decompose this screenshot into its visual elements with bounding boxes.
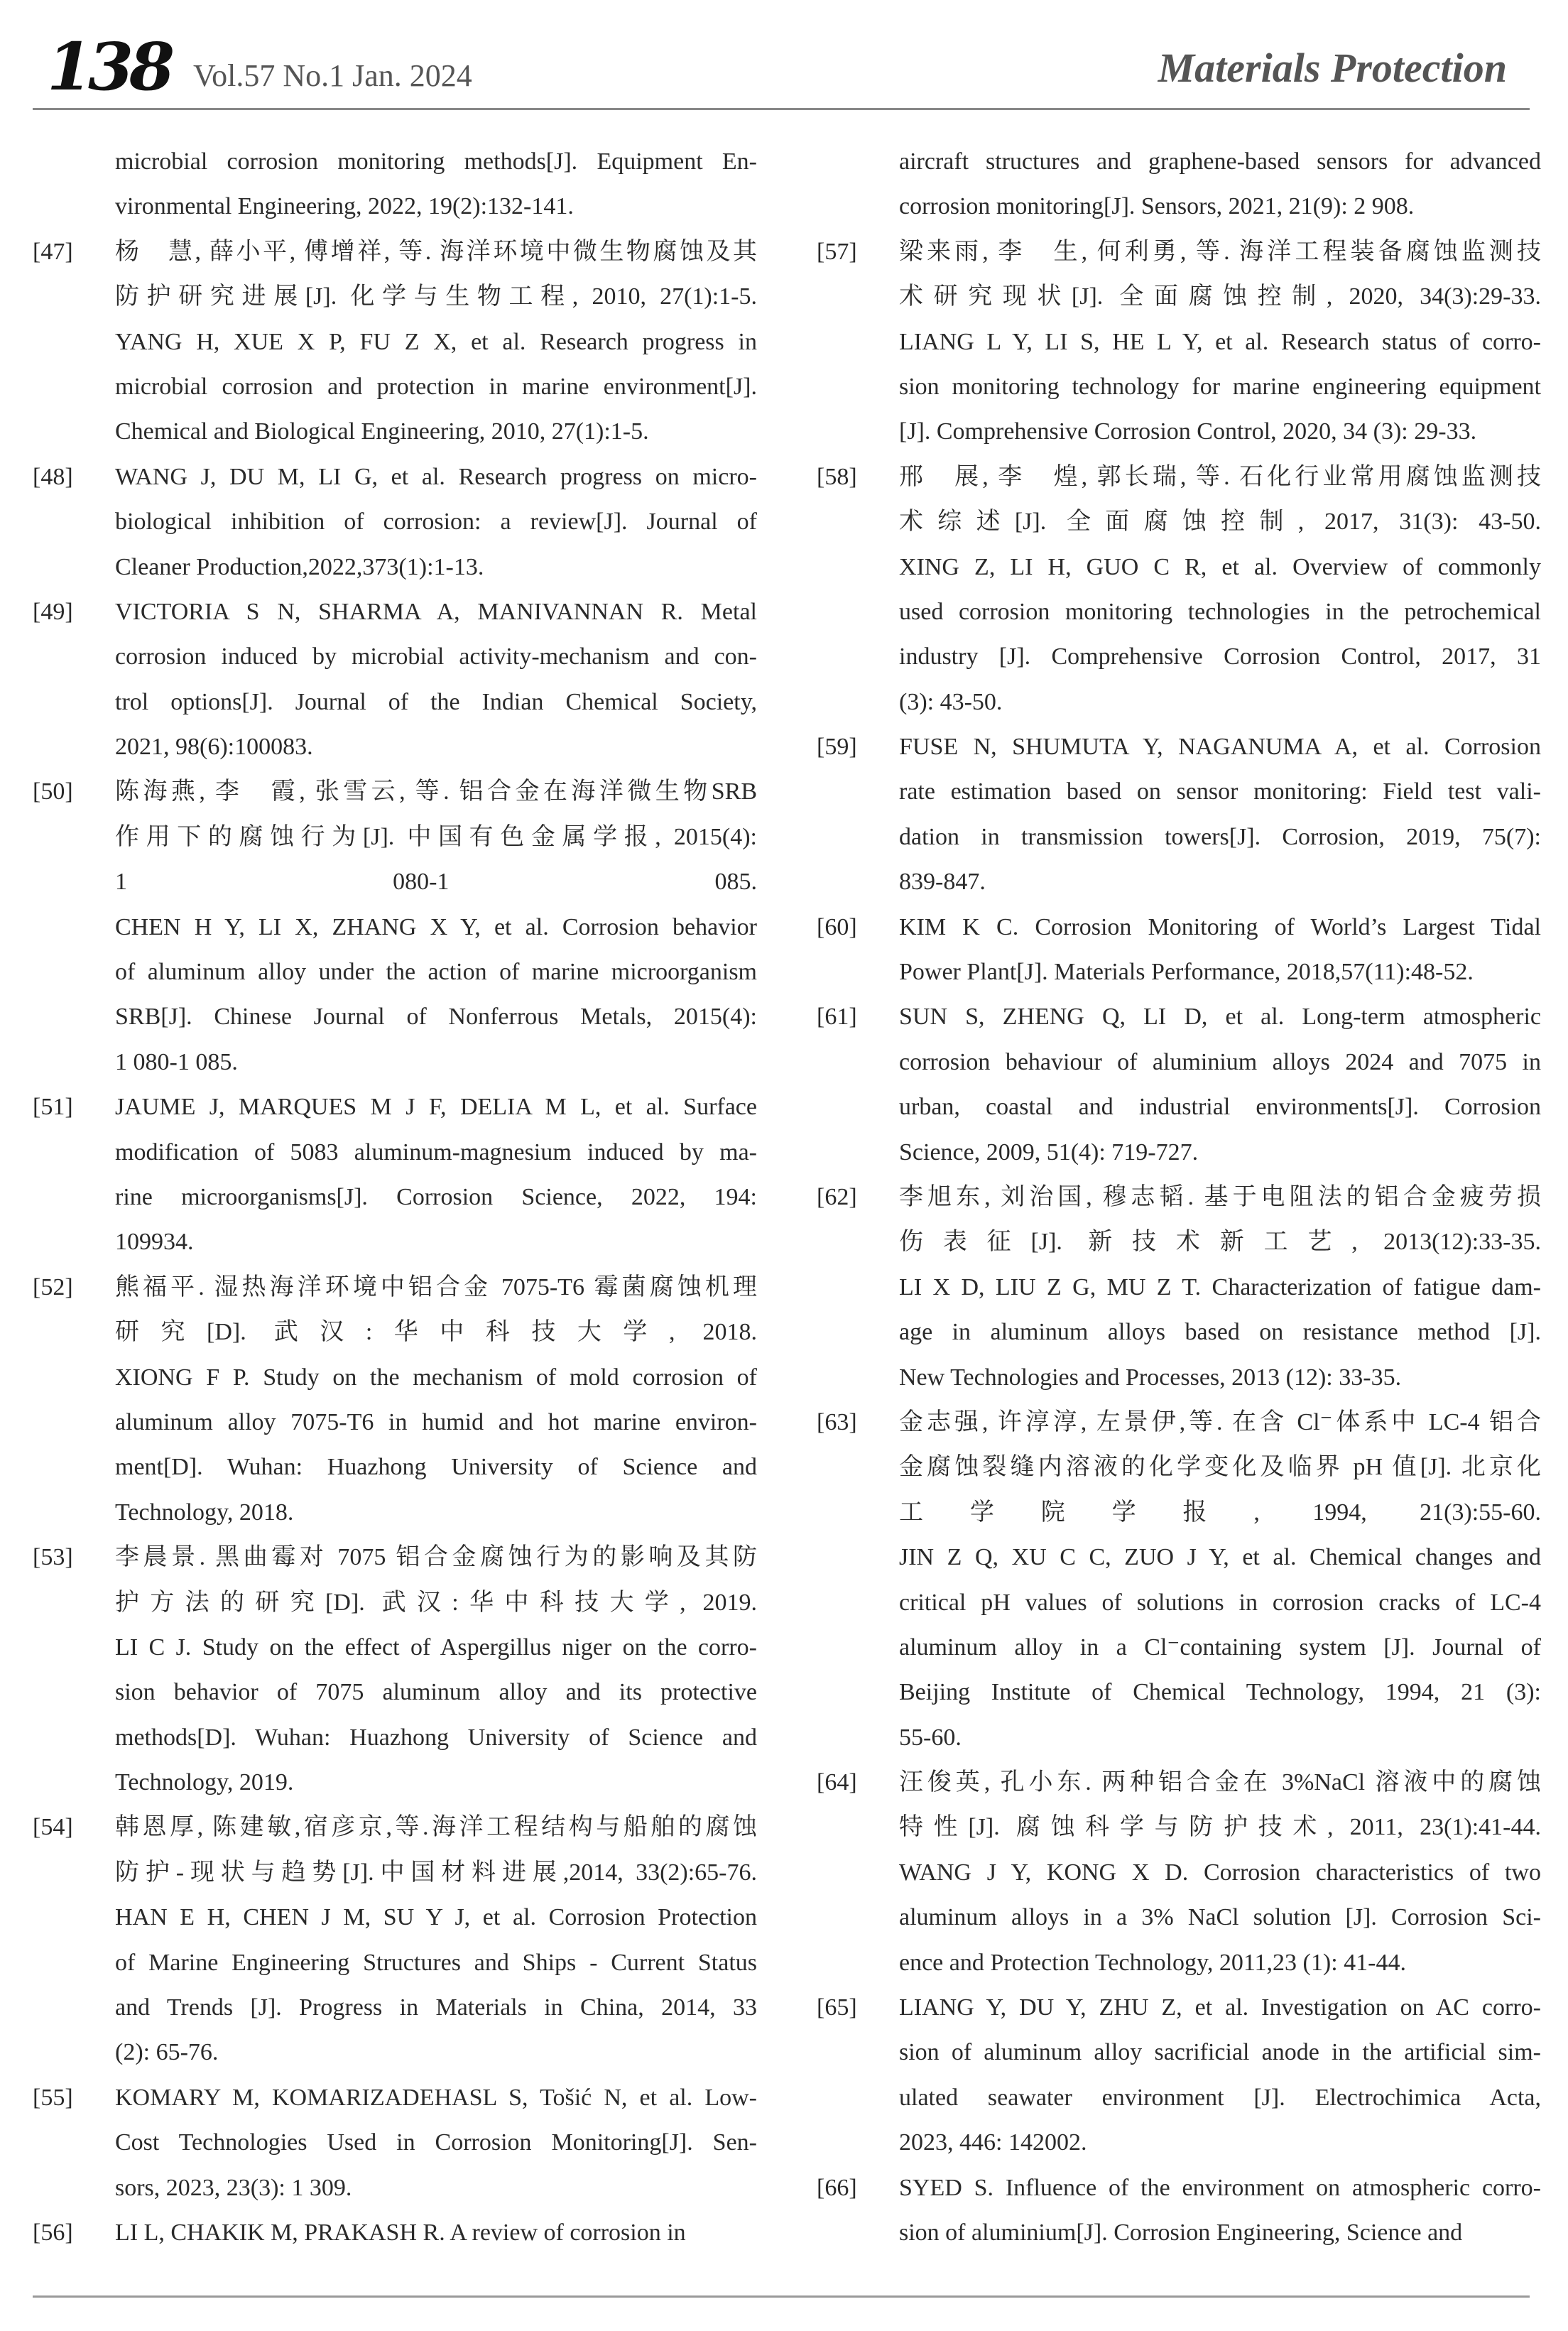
reference-line: FUSE N, SHUMUTA Y, NAGANUMA A, et al. Corrosion [899, 734, 1541, 761]
reference-line: Technology, 2019. [115, 1769, 294, 1796]
reference-number: [58] [817, 463, 857, 490]
header-divider [33, 108, 1530, 110]
reference-line: XING Z, LI H, GUO C R, et al. Overview of commonly [899, 553, 1541, 580]
reference-line: ment[D]. Wuhan: Huazhong University of Science and [115, 1454, 757, 1481]
reference-number: [48] [33, 463, 73, 490]
reference-line: sors, 2023, 23(3): 1 309. [115, 2174, 352, 2201]
reference-line: rine microorganisms[J]. Corrosion Science, 2022, 194: [115, 1183, 757, 1210]
reference-item [33, 1265, 757, 1535]
reference-line: 55-60. [899, 1724, 962, 1751]
reference-line: trol options[J]. Journal of the Indian Chemical Society, [115, 688, 757, 715]
reference-line: 陈海燕, 李 霞, 张雪云, 等. 铝合金在海洋微生物SRB [115, 778, 757, 805]
footer-divider [33, 2295, 1530, 2298]
reference-line: of aluminum alloy under the action of marine microorganism [115, 959, 757, 986]
reference-item [33, 455, 757, 589]
reference-number: [63] [817, 1408, 857, 1435]
reference-number: [54] [33, 1814, 73, 1841]
reference-line: 术综述[J]. 全面腐蚀控制, 2017, 31(3): 43-50. [899, 509, 1541, 536]
reference-number: [56] [33, 2219, 73, 2246]
reference-line: Technology, 2018. [115, 1499, 294, 1526]
reference-item [33, 229, 757, 455]
reference-line: WANG J Y, KONG X D. Corrosion characteristics of two [899, 1859, 1541, 1886]
reference-number: [49] [33, 598, 73, 625]
reference-number: [65] [817, 1994, 857, 2021]
reference-number: [66] [817, 2174, 857, 2201]
reference-line: critical pH values of solutions in corrosion cracks of LC-4 [899, 1589, 1541, 1616]
reference-line: 熊福平. 湿热海洋环境中铝合金 7075-T6 霉菌腐蚀机理 [115, 1273, 757, 1300]
reference-line: 护方法的研究[D]. 武汉:华中科技大学, 2019. [115, 1589, 757, 1616]
reference-line: 术研究现状[J]. 全面腐蚀控制, 2020, 34(3):29-33. [899, 283, 1541, 310]
reference-line: used corrosion monitoring technologies in the petrochemical [899, 598, 1541, 625]
reference-line: and Trends [J]. Progress in Materials in China, 2014, 33 [115, 1994, 757, 2021]
reference-line: [J]. Comprehensive Corrosion Control, 2020, 34 (3): 29-33. [899, 418, 1477, 445]
reference-item [817, 1760, 1541, 1985]
reference-item [817, 229, 1541, 455]
reference-number: [59] [817, 734, 857, 761]
reference-line: JAUME J, MARQUES M J F, DELIA M L, et al. Surface [115, 1094, 757, 1121]
reference-line: Cost Technologies Used in Corrosion Monitoring[J]. Sen- [115, 2129, 757, 2156]
reference-line: of Marine Engineering Structures and Ships - Current Status [115, 1949, 757, 1976]
reference-line: 工学院学报, 1994, 21(3):55-60. [899, 1499, 1541, 1526]
reference-line: 防护研究进展[J]. 化学与生物工程, 2010, 27(1):1-5. [115, 283, 757, 310]
right-column [817, 139, 1541, 2255]
reference-line: (2): 65-76. [115, 2039, 219, 2066]
reference-line: corrosion behaviour of aluminium alloys 2024 and 7075 in [899, 1048, 1541, 1075]
reference-line: corrosion induced by microbial activity-mechanism and con- [115, 643, 757, 670]
reference-line: 李旭东, 刘治国, 穆志韬. 基于电阻法的铝合金疲劳损 [899, 1183, 1541, 1210]
reference-line: 839-847. [899, 869, 986, 896]
reference-line: ence and Protection Technology, 2011,23 (1): 41-44. [899, 1949, 1406, 1976]
reference-number: [62] [817, 1183, 857, 1210]
reference-line: rate estimation based on sensor monitoring: Field test vali- [899, 778, 1541, 805]
reference-item [33, 2075, 757, 2210]
reference-number: [53] [33, 1544, 73, 1571]
reference-line: SRB[J]. Chinese Journal of Nonferrous Metals, 2015(4): [115, 1004, 757, 1031]
journal-title: Materials Protection [1158, 45, 1507, 91]
reference-item [817, 724, 1541, 905]
reference-line: KOMARY M, KOMARIZADEHASL S, Tošić N, et al. Low- [115, 2084, 757, 2111]
reference-item [817, 455, 1541, 724]
reference-item [33, 1085, 757, 1265]
reference-line: KIM K C. Corrosion Monitoring of World’s Largest Tidal [899, 913, 1541, 940]
reference-line: 109934. [115, 1229, 194, 1256]
reference-item [33, 589, 757, 770]
reference-line: HAN E H, CHEN J M, SU Y J, et al. Corrosion Protection [115, 1904, 757, 1931]
reference-line: sion behavior of 7075 aluminum alloy and its protective [115, 1679, 757, 1706]
reference-line: 特性[J]. 腐蚀科学与防护技术, 2011, 23(1):41-44. [899, 1814, 1541, 1841]
left-column [33, 139, 757, 2255]
reference-line: 李晨景. 黑曲霉对 7075 铝合金腐蚀行为的影响及其防 [115, 1544, 757, 1571]
reference-line: Power Plant[J]. Materials Performance, 2018,57(11):48-52. [899, 959, 1474, 986]
reference-line: corrosion monitoring[J]. Sensors, 2021, 21(9): 2 908. [899, 193, 1415, 220]
reference-line: LI X D, LIU Z G, MU Z T. Characterization of fatigue dam- [899, 1273, 1541, 1300]
reference-number: [50] [33, 778, 73, 805]
reference-line: 汪俊英, 孔小东. 两种铝合金在 3%NaCl 溶液中的腐蚀 [899, 1769, 1541, 1796]
reference-line: modification of 5083 aluminum-magnesium induced by ma- [115, 1139, 757, 1166]
reference-number: [64] [817, 1769, 857, 1796]
reference-line: sion monitoring technology for marine engineering equipment [899, 373, 1541, 400]
reference-line: sion of aluminium[J]. Corrosion Engineering, Science and [899, 2219, 1463, 2246]
reference-line: 伤表征[J]. 新技术新工艺, 2013(12):33-35. [899, 1229, 1541, 1256]
reference-item [817, 1400, 1541, 1760]
reference-line: aluminum alloy 7075-T6 in humid and hot marine environ- [115, 1408, 757, 1435]
reference-line: aluminum alloy in a Cl⁻containing system [J]. Journal of [899, 1634, 1541, 1661]
reference-line: 金志强, 许淳淳, 左景伊,等. 在含 Cl⁻体系中 LC-4 铝合 [899, 1408, 1541, 1435]
reference-number: [52] [33, 1273, 73, 1300]
reference-number: [57] [817, 238, 857, 265]
reference-line: microbial corrosion and protection in marine environment[J]. [115, 373, 757, 400]
reference-line: 研究[D]. 武汉:华中科技大学, 2018. [115, 1319, 757, 1346]
reference-line: 1 080-1 085. [115, 1048, 238, 1075]
reference-line: 邢 展, 李 煌, 郭长瑞, 等. 石化行业常用腐蚀监测技 [899, 463, 1541, 490]
reference-line: Cleaner Production,2022,373(1):1-13. [115, 553, 484, 580]
reference-line: LIANG Y, DU Y, ZHU Z, et al. Investigation on AC corro- [899, 1994, 1541, 2021]
reference-line: aircraft structures and graphene-based sensors for advanced [899, 148, 1541, 175]
reference-line: microbial corrosion monitoring methods[J]. Equipment En- [115, 148, 757, 175]
page-number: 138 [47, 28, 171, 105]
reference-line: YANG H, XUE X P, FU Z X, et al. Research progress in [115, 328, 757, 355]
reference-line: (3): 43-50. [899, 688, 1003, 715]
reference-line: VICTORIA S N, SHARMA A, MANIVANNAN R. Metal [115, 598, 757, 625]
reference-line: 1 080-1 085. [115, 869, 757, 896]
reference-line: urban, coastal and industrial environments[J]. Corrosion [899, 1094, 1541, 1121]
reference-continuation [33, 139, 757, 229]
reference-item [33, 1805, 757, 2075]
reference-item [33, 2210, 757, 2255]
reference-item [33, 1535, 757, 1805]
reference-line: CHEN H Y, LI X, ZHANG X Y, et al. Corrosion behavior [115, 913, 757, 940]
reference-item [817, 994, 1541, 1175]
reference-line: ulated seawater environment [J]. Electrochimica Acta, [899, 2084, 1541, 2111]
reference-line: Science, 2009, 51(4): 719-727. [899, 1139, 1199, 1166]
reference-line: SYED S. Influence of the environment on atmospheric corro- [899, 2174, 1541, 2201]
reference-number: [51] [33, 1094, 73, 1121]
reference-line: XIONG F P. Study on the mechanism of mold corrosion of [115, 1364, 757, 1391]
reference-line: 2021, 98(6):100083. [115, 734, 313, 761]
page-header [47, 28, 1521, 105]
reference-line: 作用下的腐蚀行为[J]. 中国有色金属学报, 2015(4): [115, 823, 757, 850]
reference-item [817, 1985, 1541, 2166]
reference-line: 韩恩厚, 陈建敏,宿彦京,等.海洋工程结构与船舶的腐蚀 [115, 1814, 757, 1841]
reference-line: JIN Z Q, XU C C, ZUO J Y, et al. Chemical changes and [899, 1544, 1541, 1571]
reference-line: LI C J. Study on the effect of Aspergillus niger on the corro- [115, 1634, 757, 1661]
reference-line: 金腐蚀裂缝内溶液的化学变化及临界 pH 值[J]. 北京化 [899, 1454, 1541, 1481]
reference-line: 梁来雨, 李 生, 何利勇, 等. 海洋工程装备腐蚀监测技 [899, 238, 1541, 265]
reference-line: 防护-现状与趋势[J].中国材料进展,2014, 33(2):65-76. [115, 1859, 757, 1886]
reference-line: methods[D]. Wuhan: Huazhong University of Science and [115, 1724, 757, 1751]
reference-line: New Technologies and Processes, 2013 (12): 33-35. [899, 1364, 1402, 1391]
reference-number: [61] [817, 1004, 857, 1031]
reference-number: [55] [33, 2084, 73, 2111]
reference-line: WANG J, DU M, LI G, et al. Research progress on micro- [115, 463, 757, 490]
reference-line: sion of aluminum alloy sacrificial anode in the artificial sim- [899, 2039, 1541, 2066]
reference-line: age in aluminum alloys based on resistance method [J]. [899, 1319, 1541, 1346]
reference-line: 2023, 446: 142002. [899, 2129, 1087, 2156]
reference-continuation [817, 139, 1541, 229]
reference-line: Beijing Institute of Chemical Technology, 1994, 21 (3): [899, 1679, 1541, 1706]
reference-line: vironmental Engineering, 2022, 19(2):132-141. [115, 193, 574, 220]
reference-line: aluminum alloys in a 3% NaCl solution [J]. Corrosion Sci- [899, 1904, 1541, 1931]
reference-line: dation in transmission towers[J]. Corrosion, 2019, 75(7): [899, 823, 1541, 850]
reference-line: LI L, CHAKIK M, PRAKASH R. A review of corrosion in [115, 2219, 686, 2246]
reference-line: 杨 慧, 薛小平, 傅增祥, 等. 海洋环境中微生物腐蚀及其 [115, 238, 757, 265]
reference-item [817, 2166, 1541, 2256]
reference-line: industry [J]. Comprehensive Corrosion Control, 2017, 31 [899, 643, 1541, 670]
reference-item [817, 905, 1541, 995]
reference-number: [47] [33, 238, 73, 265]
reference-line: biological inhibition of corrosion: a review[J]. Journal of [115, 509, 757, 536]
reference-number: [60] [817, 913, 857, 940]
reference-line: LIANG L Y, LI S, HE L Y, et al. Research status of corro- [899, 328, 1541, 355]
reference-line: SUN S, ZHENG Q, LI D, et al. Long-term atmospheric [899, 1004, 1541, 1031]
reference-item [817, 1175, 1541, 1400]
reference-line: Chemical and Biological Engineering, 2010, 27(1):1-5. [115, 418, 649, 445]
reference-item [33, 769, 757, 1085]
issue-info: Vol.57 No.1 Jan. 2024 [193, 58, 472, 93]
